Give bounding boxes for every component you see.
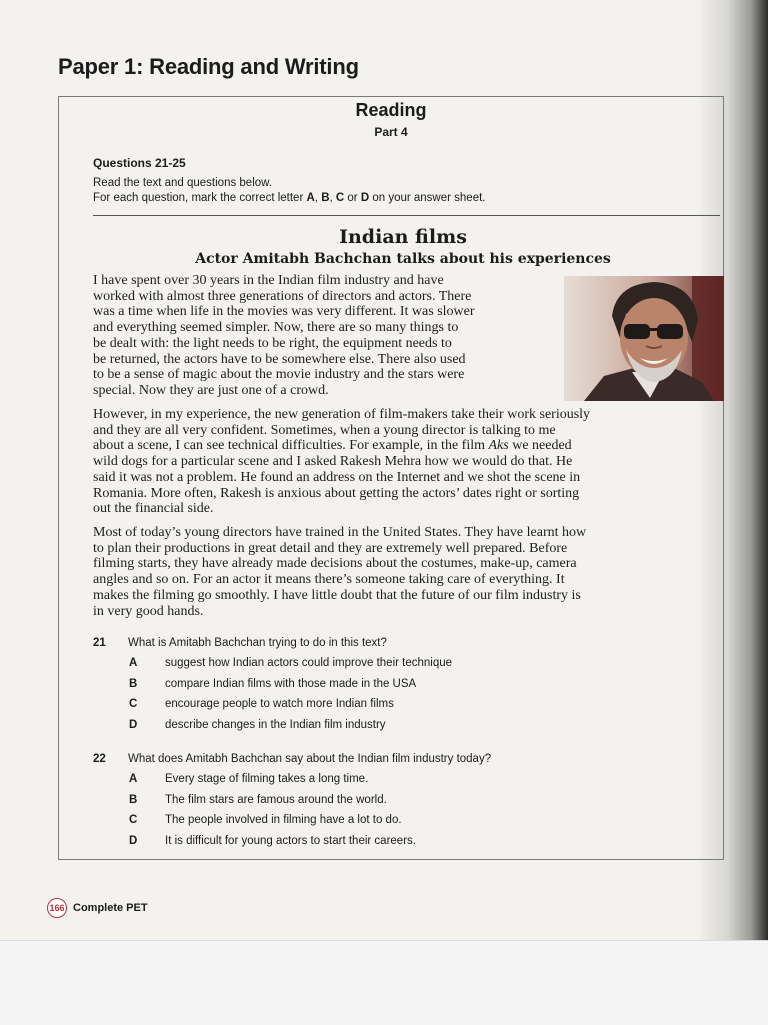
answer-option-c[interactable]	[93, 698, 693, 719]
answer-option-a[interactable]	[93, 657, 693, 678]
page-number: 166	[47, 898, 67, 918]
film-title-italic: Aks	[488, 438, 509, 454]
article-text-line: was a time when life in the movies was very different. It was slower	[93, 304, 475, 320]
book-title: Complete PET	[73, 902, 148, 914]
letter-b: B	[321, 192, 330, 204]
question-text: What is Amitabh Bachchan trying to do in this text?	[128, 637, 387, 649]
article-text-line: Romania. More often, Rakesh is anxious about getting the actors’ dates right or sorting	[93, 485, 580, 501]
option-text: The people involved in filming have a lot to do.	[165, 814, 402, 826]
instruction-prefix: For each question, mark the correct letter	[93, 192, 307, 204]
question-text: What does Amitabh Bachchan say about the Indian film industry today?	[128, 753, 492, 765]
questions-block	[93, 637, 693, 855]
instruction-sep-3: or	[344, 192, 361, 204]
article-text-line: out the financial side.	[93, 501, 214, 517]
article-text-line: filming starts, they have already made decisions about the costumes, make-up, camera	[93, 556, 577, 572]
article-text-line: However, in my experience, the new generation of film-makers take their work seriously	[93, 407, 591, 422]
instruction-suffix: on your answer sheet.	[369, 192, 486, 204]
option-letter: B	[129, 793, 138, 806]
article-subtitle: Actor Amitabh Bachchan talks about his experiences	[195, 251, 611, 267]
actor-photo	[564, 276, 724, 401]
article-paragraph-1	[93, 273, 563, 399]
scan-bottom-strip	[0, 940, 768, 1025]
question-number: 22	[93, 753, 106, 765]
article-paragraph-2	[93, 407, 693, 517]
option-letter: C	[129, 698, 138, 710]
article-text-line: Most of today’s young directors have trained in the United States. They have learnt how	[93, 525, 587, 540]
option-letter: C	[129, 814, 138, 826]
option-letter: A	[129, 657, 138, 669]
option-letter: A	[129, 773, 138, 785]
article-text-line: to plan their productions in great detail and they are extremely well prepared. Before	[93, 540, 568, 556]
option-text: describe changes in the Indian film industry	[165, 718, 386, 731]
answer-option-d[interactable]	[93, 719, 693, 740]
question-22	[93, 753, 693, 773]
article-text-line: be dealt with: the light needs to be right, the equipment needs to	[93, 335, 452, 351]
article-text-line: and everything seemed simpler. Now, there are so many things to	[93, 320, 459, 336]
letter-a: A	[306, 192, 315, 204]
article-text-line: worked with almost three generations of directors and actors. There	[93, 288, 472, 304]
answer-option-b[interactable]	[93, 794, 693, 815]
article-text-line: be returned, the actors have to be somewhere else. There also used	[93, 351, 466, 367]
instruction-sep-2: ,	[329, 192, 336, 204]
paper-title: Paper 1: Reading and Writing	[58, 54, 359, 79]
answer-option-d[interactable]	[93, 835, 693, 856]
article-title: Indian films	[339, 226, 467, 248]
page-footer	[47, 898, 148, 918]
option-text: Every stage of filming takes a long time.	[165, 773, 369, 785]
option-text: It is difficult for young actors to start their careers.	[165, 834, 416, 847]
option-letter: B	[129, 677, 138, 690]
divider-rule	[93, 215, 720, 216]
option-letter: D	[129, 834, 138, 847]
article-text-line: I have spent over 30 years in the Indian film industry and have	[93, 273, 444, 288]
letter-c: C	[335, 192, 345, 204]
instruction-line-2	[93, 191, 703, 206]
option-letter: D	[129, 718, 138, 731]
section-header	[58, 100, 724, 139]
option-text: The film stars are famous around the world.	[165, 793, 387, 806]
questions-range: Questions 21-25	[93, 156, 186, 170]
article-text-line: about a scene, I can see technical difficulties. For example, in the film	[93, 438, 489, 454]
instruction-line-1: Read the text and questions below.	[93, 177, 273, 189]
article-text-line: we needed	[508, 438, 572, 454]
article-text-line: angles and so on. For an actor it means there’s someone taking care of everything. It	[93, 572, 565, 588]
option-text: suggest how Indian actors could improve their technique	[165, 657, 453, 669]
answer-option-a[interactable]	[93, 773, 693, 794]
article-text-line: wild dogs for a particular scene and I asked Rakesh Mehra how we would do that. He	[93, 454, 573, 470]
answer-option-b[interactable]	[93, 678, 693, 699]
article-text-line: and they are all very confident. Sometimes, when a young director is talking to me	[93, 422, 556, 438]
article-text-line: to be a sense of magic about the movie industry and the stars were	[93, 367, 465, 383]
answer-option-c[interactable]	[93, 814, 693, 835]
article-text-line: special. Now they are just one of a crowd.	[93, 382, 329, 398]
option-text: encourage people to watch more Indian films	[165, 698, 394, 710]
actor-portrait-image	[564, 276, 724, 401]
article-text-line: makes the filming go smoothly. I have little doubt that the future of our film industry is	[93, 587, 581, 603]
option-text: compare Indian films with those made in the USA	[165, 677, 417, 690]
article-text-line: said it was not a problem. He found an address on the Internet and we shot the scene in	[93, 469, 581, 485]
letter-d: D	[360, 192, 370, 204]
instruction-sep-1: ,	[314, 192, 322, 204]
section-part: Part 4	[374, 125, 408, 139]
question-number: 21	[93, 637, 106, 649]
article-text-line: in very good hands.	[93, 603, 204, 619]
question-21	[93, 637, 693, 657]
article-paragraph-3	[93, 525, 693, 619]
section-title: Reading	[355, 100, 427, 120]
instructions	[93, 156, 703, 206]
